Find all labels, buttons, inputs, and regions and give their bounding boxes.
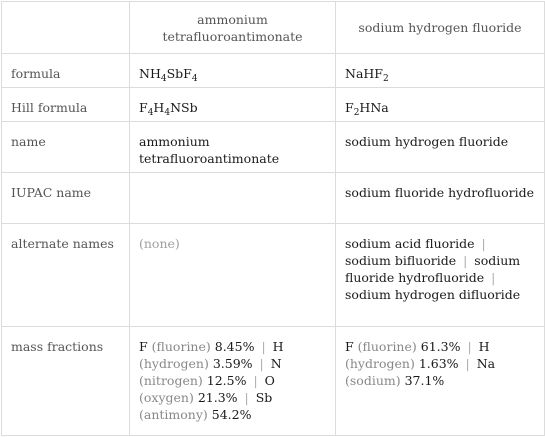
formula-text: HNa — [359, 100, 389, 115]
iupac-name-value-2: sodium fluoride hydrofluoride — [336, 173, 545, 224]
formula-subscript: 2 — [353, 108, 360, 118]
formula-subscript: 4 — [191, 74, 198, 84]
separator: | — [467, 339, 472, 354]
element-symbol: Na — [476, 356, 496, 371]
row-label-mass-fractions: mass fractions — [2, 327, 130, 436]
mass-percent: 8.45% — [214, 339, 255, 354]
table-row — [2, 54, 545, 88]
iupac-name-value-1 — [130, 173, 336, 224]
mass-percent: 54.2% — [211, 407, 252, 422]
separator: | — [481, 236, 486, 251]
separator: | — [244, 390, 249, 405]
mass-percent: 37.1% — [404, 373, 445, 388]
separator: | — [491, 270, 496, 285]
separator: | — [259, 356, 264, 371]
element-symbol: N — [270, 356, 282, 371]
table-row — [2, 88, 545, 122]
alternate-name: sodium bifluoride — [345, 253, 457, 268]
element-name: (hydrogen) — [139, 356, 209, 371]
formula-subscript: 4 — [160, 74, 167, 84]
mass-percent: 61.3% — [420, 339, 461, 354]
column-header-1: ammonium tetrafluoroantimonate — [130, 2, 336, 54]
element-symbol: F — [345, 339, 354, 354]
formula-subscript: 4 — [147, 108, 154, 118]
element-symbol: H — [272, 339, 284, 354]
alternate-names-value-2 — [336, 224, 545, 327]
name-value-2: sodium hydrogen fluoride — [336, 122, 545, 173]
alternate-names-none: (none) — [130, 224, 336, 327]
row-label-iupac-name: IUPAC name — [2, 173, 130, 224]
formula-value-2 — [336, 54, 545, 88]
mass-fractions-value-1 — [130, 327, 336, 436]
comparison-table — [1, 1, 545, 436]
mass-percent: 21.3% — [197, 390, 238, 405]
separator: | — [463, 253, 468, 268]
alternate-name: sodium acid fluoride — [345, 236, 475, 251]
corner-cell — [2, 2, 130, 54]
table-row — [2, 224, 545, 327]
formula-subscript: 2 — [382, 74, 389, 84]
element-symbol: O — [264, 373, 275, 388]
formula-text: F — [139, 100, 148, 115]
element-name: (fluorine) — [151, 339, 211, 354]
element-name: (sodium) — [345, 373, 401, 388]
element-name: (nitrogen) — [139, 373, 203, 388]
row-label-name: name — [2, 122, 130, 173]
mass-fractions-value-2 — [336, 327, 545, 436]
element-symbol: Sb — [255, 390, 273, 405]
row-label-hill-formula: Hill formula — [2, 88, 130, 122]
row-label-alternate-names: alternate names — [2, 224, 130, 327]
element-name: (fluorine) — [357, 339, 417, 354]
hill-formula-value-2 — [336, 88, 545, 122]
column-header-2: sodium hydrogen fluoride — [336, 2, 545, 54]
formula-text: F — [345, 100, 354, 115]
hill-formula-value-1 — [130, 88, 336, 122]
separator: | — [261, 339, 266, 354]
element-symbol: F — [139, 339, 148, 354]
element-name: (antimony) — [139, 407, 208, 422]
formula-text: NaHF — [345, 66, 383, 81]
table-row — [2, 173, 545, 224]
formula-value-1 — [130, 54, 336, 88]
formula-subscript: 4 — [164, 108, 171, 118]
table-row — [2, 327, 545, 436]
row-label-formula: formula — [2, 54, 130, 88]
element-symbol: H — [478, 339, 490, 354]
formula-text: H — [153, 100, 165, 115]
alternate-name: sodium fluoride hydrofluoride — [345, 253, 521, 285]
formula-text: SbF — [166, 66, 192, 81]
mass-percent: 1.63% — [418, 356, 459, 371]
formula-text: NSb — [170, 100, 198, 115]
element-name: (hydrogen) — [345, 356, 415, 371]
formula-text: NH — [139, 66, 161, 81]
header-row — [2, 2, 545, 54]
separator: | — [465, 356, 470, 371]
table-row — [2, 122, 545, 173]
element-name: (oxygen) — [139, 390, 194, 405]
separator: | — [253, 373, 258, 388]
name-value-1: ammonium tetrafluoroantimonate — [130, 122, 336, 173]
alternate-name: sodium hydrogen difluoride — [345, 287, 521, 302]
mass-percent: 12.5% — [206, 373, 247, 388]
mass-percent: 3.59% — [212, 356, 253, 371]
